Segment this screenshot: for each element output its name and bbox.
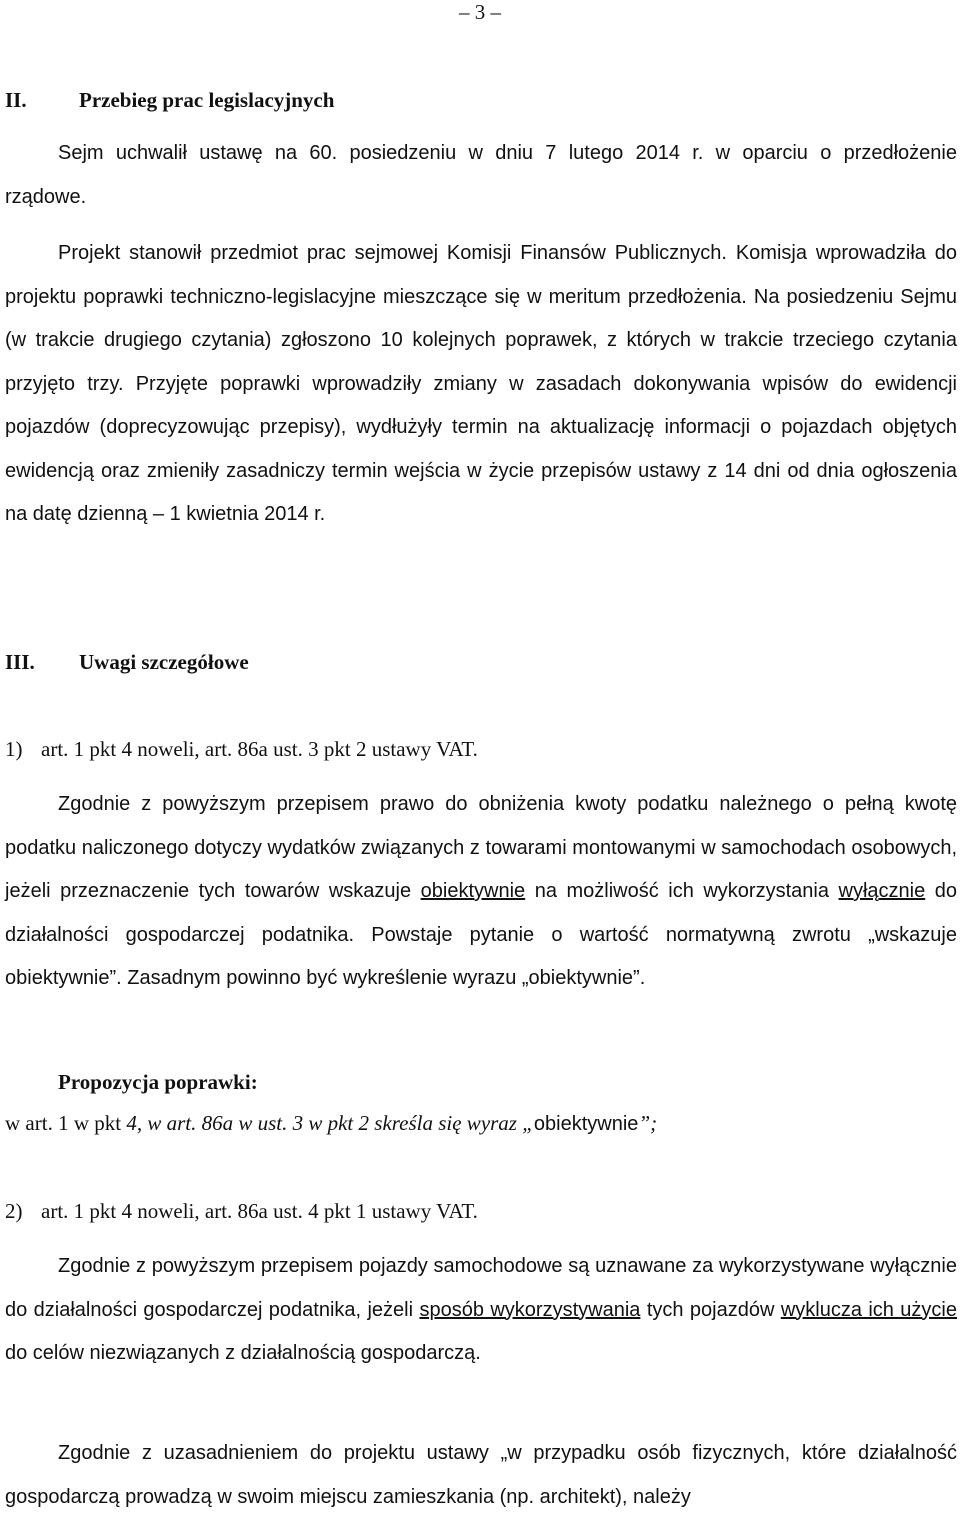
underlined-word: obiektywnie [420,880,526,902]
section-heading-3 [5,650,249,674]
page-number: – 3 – [459,0,501,24]
item-title: art. 1 pkt 4 noweli, art. 86a ust. 4 pkt 1 ustawy VAT. [41,1199,478,1223]
proposal-title: Propozycja poprawki: [58,1070,258,1094]
list-item-2 [5,1199,478,1223]
section-number: II. [5,88,27,112]
item-number: 1) [5,737,23,761]
underlined-word: wyłącznie [838,880,926,902]
underlined-phrase: sposób wykorzystywania [419,1298,641,1321]
paragraph-sejm: Sejm uchwalił ustawę na 60. posiedzeniu w dniu 7 lutego 2014 r. w oparciu o przedłożenie rządowe. [5,142,957,208]
proposal-text: w art. 1 w pkt 4, w art. 86a w ust. 3 w pkt 2 skreśla się wyraz „obiektywnie”; [5,1111,658,1135]
item-number: 2) [5,1199,23,1223]
paragraph-item2-uzasadnienie: Zgodnie z uzasadnieniem do projektu ustawy „w przypadku osób fizycznych, które działalność gospodarczą prowadzą w swoim miejscu zamieszkania (np. architekt), należy [5,1442,957,1508]
list-item-1 [5,737,478,761]
paragraph-projekt: Projekt stanowił przedmiot prac sejmowej Komisji Finansów Publicznych. Komisja wprowadziła do projektu poprawki techniczno-legislacyjne mieszczące się w meritum przedłożenia. Na posiedzeniu Sejmu (w trakcie drugiego czytania) zgłoszono 10 kolejnych poprawek, z których w trakcie trzeciego czytania przyjęto trzy. Przyjęte poprawki wprowadziły zmiany w zasadach dokonywania wpisów do ewidencji pojazdów (doprecyzowując przepisy), wydłużyły termin na aktualizację informacji o pojazdach objętych ewidencją oraz zmieniły zasadniczy termin wejścia w życie przepisów ustawy z 14 dni od dnia ogłoszenia na datę dzienną – 1 kwietnia 2014 r. [5,242,957,525]
underlined-phrase: wyklucza ich użycie [780,1298,957,1321]
section-heading-2 [5,88,334,112]
section-number: III. [5,650,35,674]
section-title: Przebieg prac legislacyjnych [79,88,335,112]
section-title: Uwagi szczegółowe [79,650,249,674]
paragraph-item1: Zgodnie z powyższym przepisem prawo do obniżenia kwoty podatku należnego o pełną kwotę podatku naliczonego dotyczy wydatków związanych z towarami montowanymi w samochodach osobowych, jeżeli przeznaczenie tych towarów wskazuje obiektywnie na możliwość ich wykorzystania wyłącznie do działalności gospodarczej podatnika. Powstaje pytanie o wartość normatywną zwrotu „wskazuje obiektywnie”. Zasadnym powinno być wykreślenie wyrazu „obiektywnie”. [5,793,958,989]
item-title: art. 1 pkt 4 noweli, art. 86a ust. 3 pkt 2 ustawy VAT. [41,737,478,761]
paragraph-item2: Zgodnie z powyższym przepisem pojazdy samochodowe są uznawane za wykorzystywane wyłącznie do działalności gospodarczej podatnika, jeżeli sposób wykorzystywania tych pojazdów wyklucza ich użycie do celów niezwiązanych z działalnością gospodarczą. [5,1255,957,1364]
